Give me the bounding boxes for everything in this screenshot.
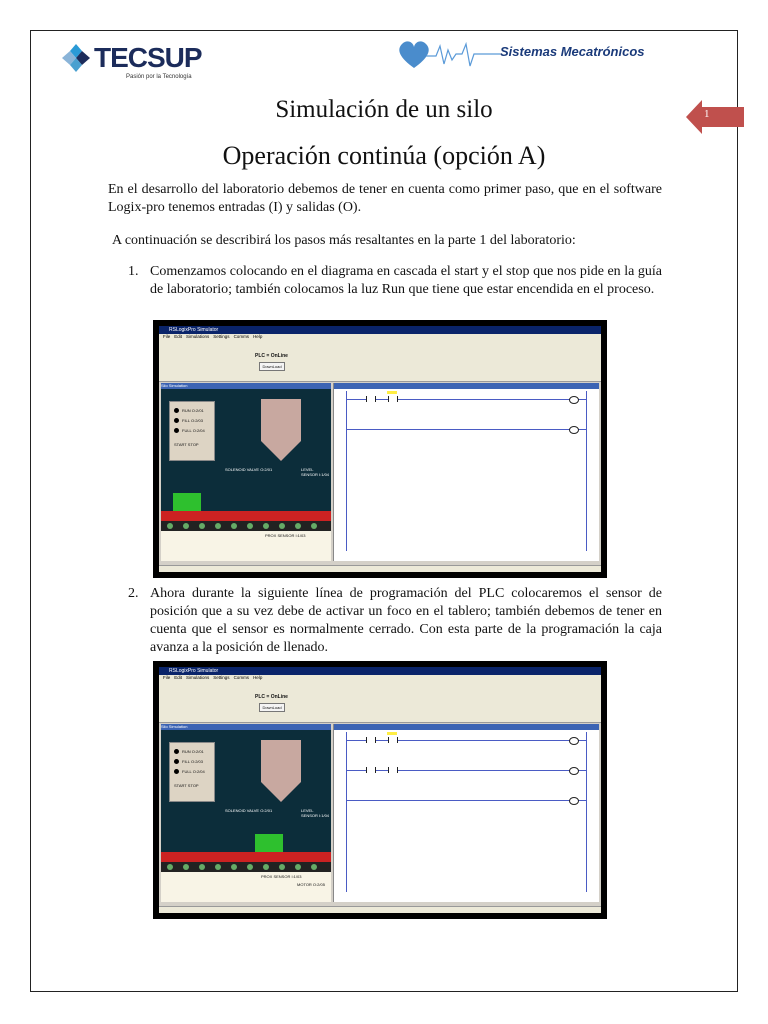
step-item — [128, 585, 662, 657]
control-panel: RUN O:2/01 FILL O:2/03 FULL O:2/04 START STOP — [169, 401, 215, 461]
logo-tagline: Pasión por la Tecnología — [126, 74, 192, 80]
plc-status: PLC = OnLine — [255, 353, 288, 359]
window-titlebar: RSLogixPro Simulator — [159, 326, 601, 334]
step-text: Ahora durante la siguiente línea de programación del PLC colocaremos el sensor de posición que a su vez debe de activar un foco en el tablero; también debemos de tener en cuenta que el sensor es normalmente cerrado. Con esta parte de la programación la caja avanza a la posición de llenado. — [150, 586, 662, 655]
menu-bar: File Edit Simulations Settings Comms Help — [159, 334, 601, 341]
logixpro-screenshot-1 — [153, 320, 607, 578]
silo-simulation-window: Silo Simulation RUN O:2/01 FILL O:2/03 FULL O:2/04 START STOP SOLENOID VALVE O:2/01 LEVEL SENSOR I:1/04 PROX SENSOR I:1/03 — [161, 383, 331, 561]
ladder-editor — [333, 383, 599, 561]
menu-bar: File Edit Simulations Settings Comms Help — [159, 675, 601, 682]
silo-tank — [261, 399, 301, 441]
logo-right-title: Sistemas Mecatrónicos — [500, 44, 645, 59]
tecsup-emblem-icon — [60, 42, 92, 74]
heart-pulse-icon — [396, 38, 500, 72]
intro-paragraph: En el desarrollo del laboratorio debemos de tener en cuenta como primer paso, que en el software Logix-pro tenemos entradas (I) y salidas (O). — [108, 182, 662, 215]
download-button: DownLoad — [259, 362, 285, 371]
download-button: DownLoad — [259, 703, 285, 712]
control-panel: RUN O:2/01 FILL O:2/03 FULL O:2/04 START STOP — [169, 742, 215, 802]
silo-tank — [261, 740, 301, 782]
page-number: 1 — [704, 108, 710, 120]
page-subtitle: Operación continúa (opción A) — [222, 141, 546, 170]
logixpro-screenshot-2 — [153, 661, 607, 919]
page-title: Simulación de un silo — [275, 96, 493, 123]
window-titlebar: RSLogixPro Simulator — [159, 667, 601, 675]
steps-intro-paragraph: A continuación se describirá los pasos más resaltantes en la parte 1 del laboratorio: — [112, 233, 576, 248]
toolbar — [159, 341, 601, 382]
mechatronics-logo — [396, 38, 666, 74]
tecsup-logo — [60, 40, 200, 82]
step-text: Comenzamos colocando en el diagrama en cascada el start y el stop que nos pide en la guía de laboratorio; también colocamos la luz Run que tiene que estar encendida en el proceso. — [150, 264, 662, 297]
plc-status: PLC = OnLine — [255, 694, 288, 700]
silo-simulation-window: Silo Simulation RUN O:2/01 FILL O:2/03 FULL O:2/04 START STOP SOLENOID VALVE O:2/01 LEVEL SENSOR I:1/04 PROX SENSOR I:1/03 MOTOR O:2/05 — [161, 724, 331, 902]
step-item — [128, 263, 662, 299]
step-number: 2. — [128, 586, 139, 601]
logo-wordmark: TECSUP — [94, 42, 202, 73]
ladder-editor — [333, 724, 599, 902]
box — [255, 834, 283, 852]
box — [173, 493, 201, 511]
step-number: 1. — [128, 264, 139, 279]
toolbar — [159, 682, 601, 723]
